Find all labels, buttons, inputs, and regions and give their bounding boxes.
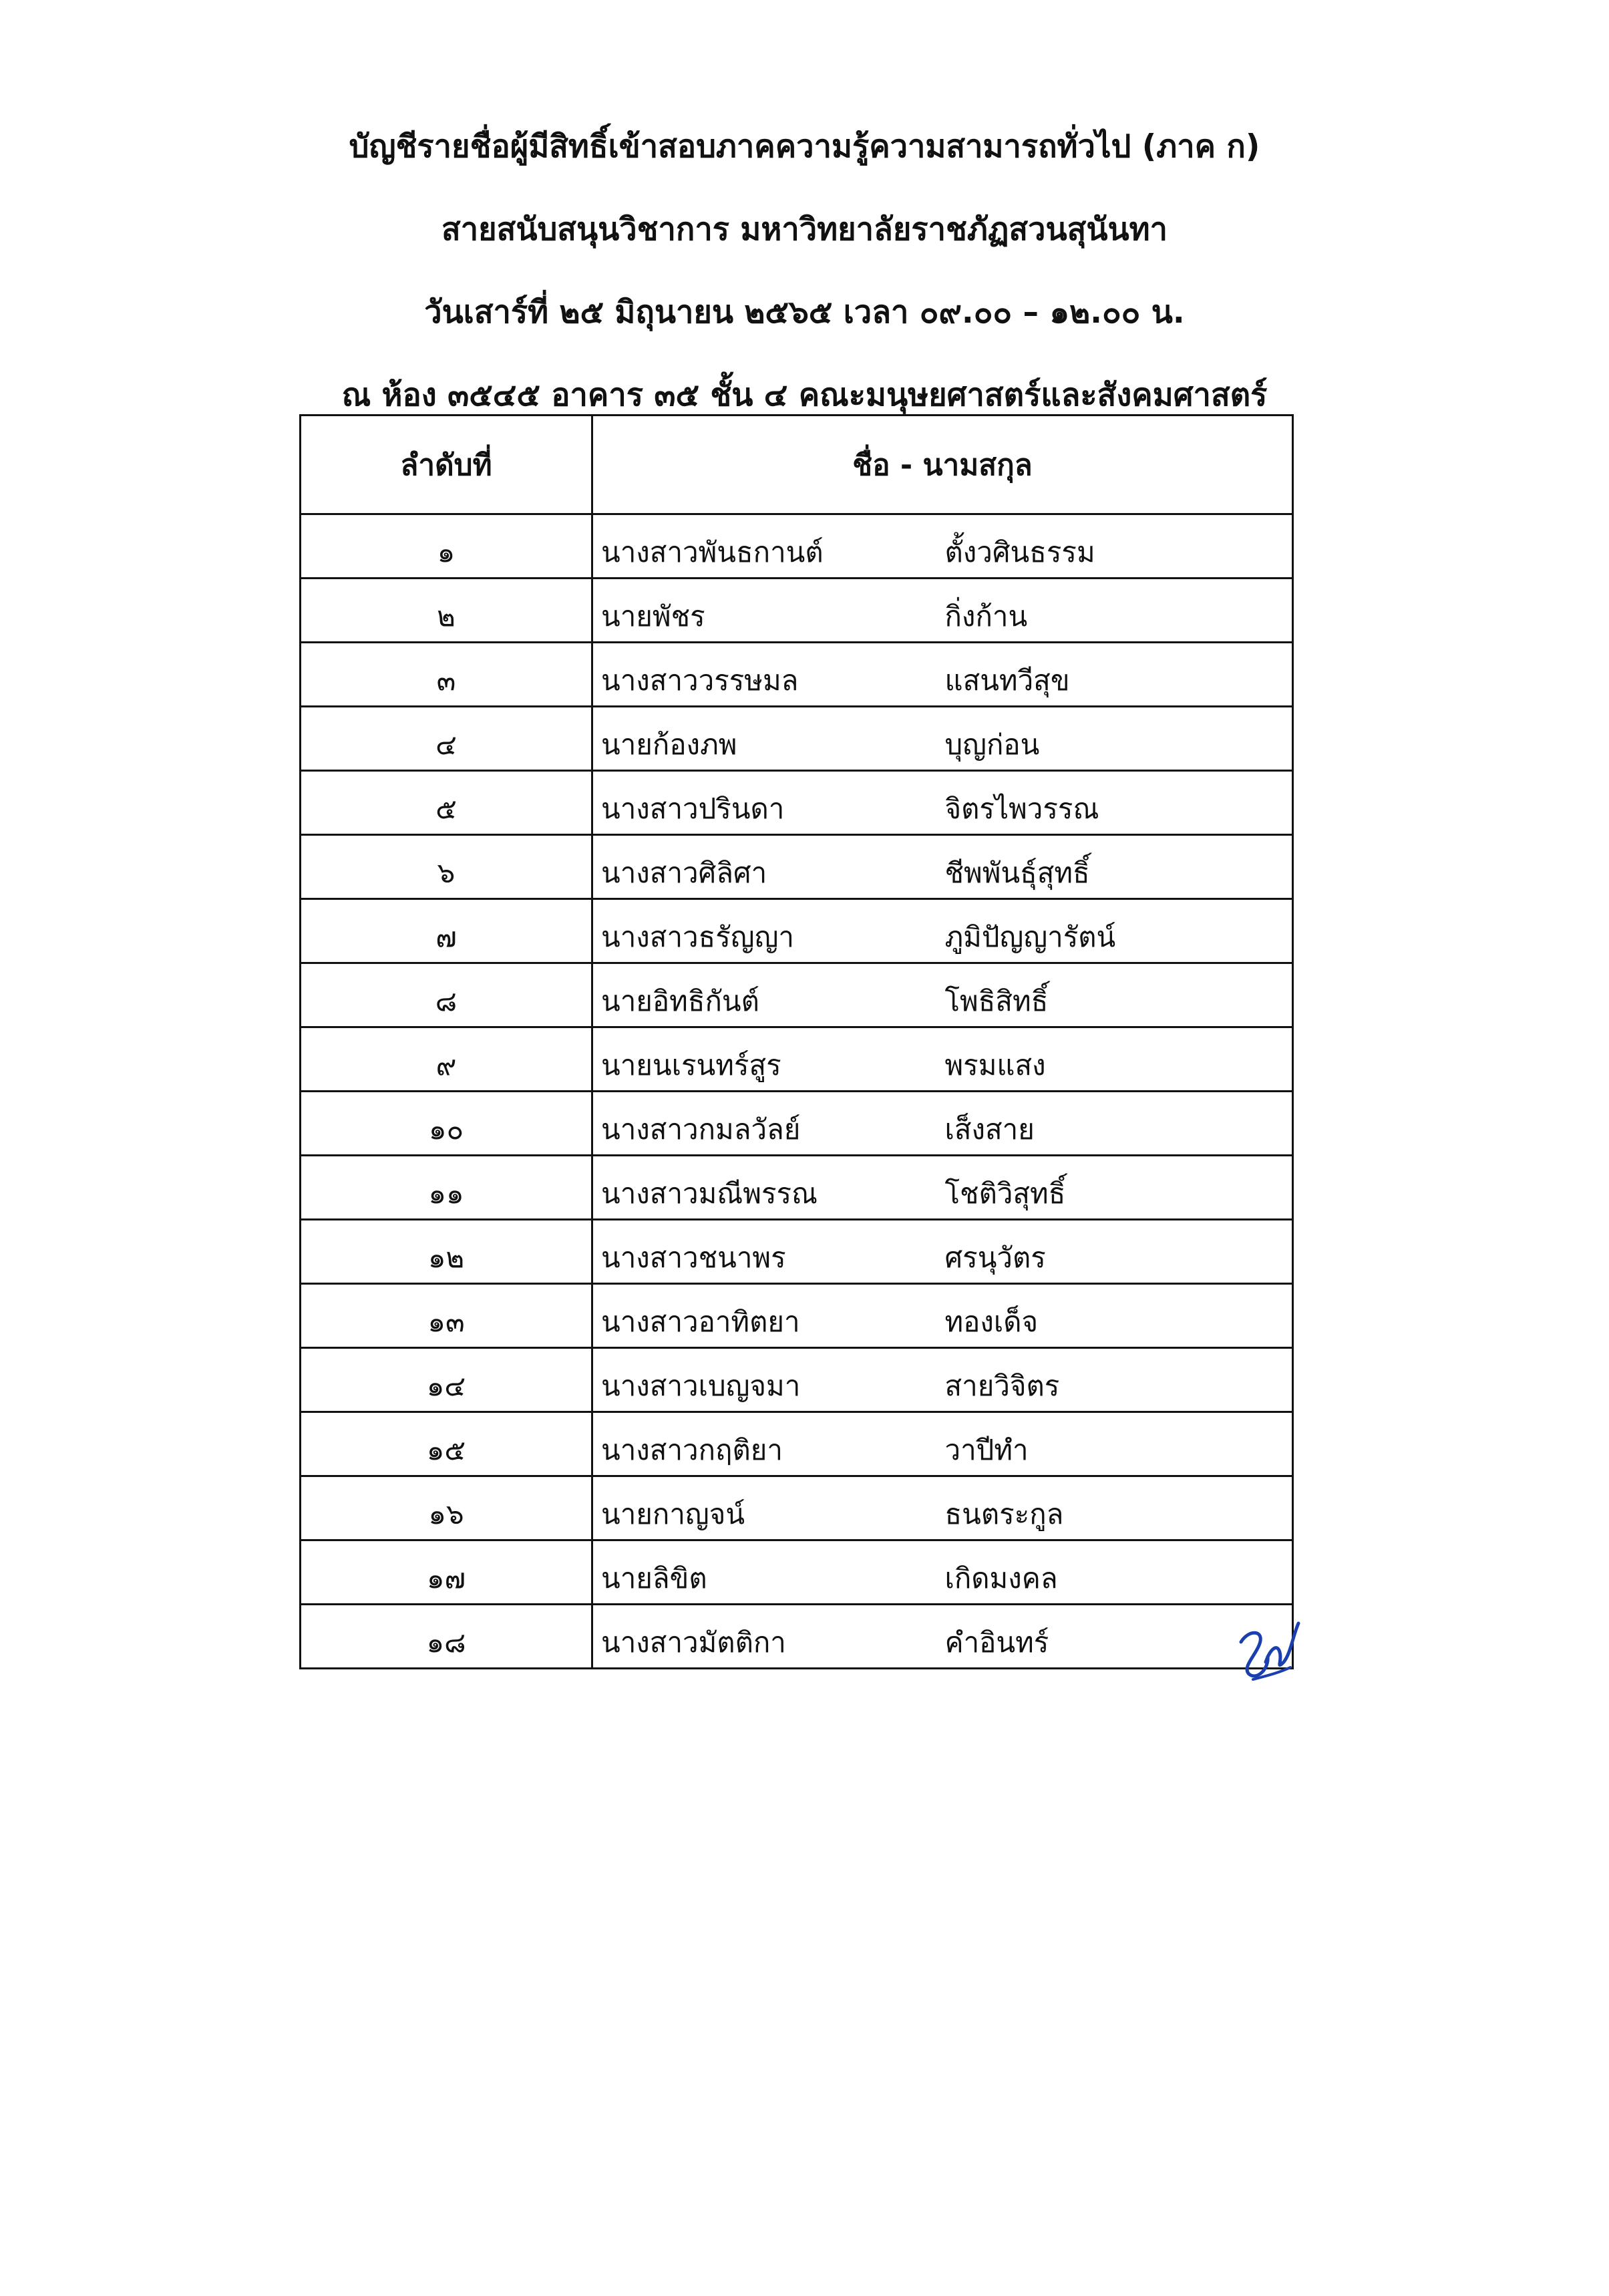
first-name-cell [592, 1027, 945, 1092]
surname-cell [945, 1220, 1293, 1284]
table-header-row [301, 416, 1293, 514]
first-name-cell [592, 1476, 945, 1540]
table-row [301, 1220, 1293, 1284]
row-number-cell [301, 1027, 592, 1092]
row-number: ๑๑ [428, 1177, 464, 1210]
first-name-cell [592, 1156, 945, 1220]
table-row [301, 1156, 1293, 1220]
table-row [301, 1605, 1293, 1669]
table-row [301, 899, 1293, 963]
first-name-cell [592, 1220, 945, 1284]
surname: วาปีทำ [944, 1434, 1029, 1466]
row-number-cell [301, 835, 592, 899]
row-number: ๑๓ [427, 1305, 465, 1338]
first-name-cell [592, 1348, 945, 1412]
first-name-cell [592, 579, 945, 643]
surname: ชีพพันธุ์สุทธิ์ [944, 856, 1090, 889]
first-name: นางสาวกมลวัลย์ [601, 1113, 801, 1146]
surname-cell [945, 1540, 1293, 1605]
surname-cell [945, 835, 1293, 899]
first-name-cell [592, 1412, 945, 1476]
first-name: นายลิขิต [601, 1562, 707, 1595]
row-number: ๑๘ [426, 1626, 466, 1659]
document-header [0, 127, 1609, 458]
first-name: นางสาวมัตติกา [601, 1626, 786, 1659]
document-subtitle-organization: สายสนับสนุนวิชาการ มหาวิทยาลัยราชภัฏสวนสุนันทา [441, 211, 1168, 248]
row-number: ๑๔ [426, 1369, 466, 1402]
surname-cell [945, 963, 1293, 1027]
signature-mark [1229, 1615, 1309, 1689]
surname: ธนตระกูล [944, 1498, 1064, 1530]
row-number: ๑๗ [426, 1562, 466, 1595]
surname: จิตรไพวรรณ [944, 792, 1099, 825]
surname: กิ่งก้าน [944, 600, 1028, 633]
row-number: ๓ [436, 664, 456, 697]
first-name: นายพัชร [601, 600, 705, 633]
table-row [301, 1092, 1293, 1156]
row-number-cell [301, 1156, 592, 1220]
row-number-cell [301, 1284, 592, 1348]
row-number: ๑ [437, 536, 456, 568]
row-number-cell [301, 1220, 592, 1284]
table-row [301, 1476, 1293, 1540]
surname-cell [945, 1476, 1293, 1540]
first-name-cell [592, 835, 945, 899]
surname: เส็งสาย [944, 1113, 1035, 1146]
first-name: นางสาวเบญจมา [601, 1369, 801, 1402]
row-number-cell [301, 1412, 592, 1476]
row-number-cell [301, 1540, 592, 1605]
first-name-cell [592, 514, 945, 579]
surname-cell [945, 771, 1293, 835]
table-row [301, 707, 1293, 771]
surname: ภูมิปัญญารัตน์ [944, 921, 1116, 953]
first-name: นางสาวศิลิศา [601, 856, 767, 889]
first-name: นางสาววรรษมล [601, 664, 799, 697]
first-name: นางสาวธรัญญา [601, 921, 794, 953]
row-number-cell [301, 579, 592, 643]
table-row [301, 835, 1293, 899]
table-row [301, 1540, 1293, 1605]
candidate-table [299, 414, 1294, 1669]
candidate-table-container [299, 414, 1292, 1669]
table-body [301, 514, 1293, 1669]
row-number: ๑๕ [426, 1434, 466, 1466]
surname-cell [945, 1027, 1293, 1092]
surname: คำอินทร์ [944, 1626, 1049, 1659]
table-row [301, 963, 1293, 1027]
table-row [301, 1412, 1293, 1476]
first-name-cell [592, 1092, 945, 1156]
row-number: ๔ [435, 728, 457, 761]
surname: บุญก่อน [944, 728, 1040, 761]
table-row [301, 1348, 1293, 1412]
table-row [301, 1284, 1293, 1348]
row-number-cell [301, 963, 592, 1027]
document-subtitle-location: ณ ห้อง ๓๕๔๕ อาคาร ๓๕ ชั้น ๔ คณะมนุษยศาสตร์และสังคมศาสตร์ [341, 377, 1268, 414]
surname: โพธิสิทธิ์ [944, 985, 1049, 1017]
surname: เกิดมงคล [944, 1562, 1058, 1595]
row-number-cell [301, 1348, 592, 1412]
first-name: นายนเรนทร์สูร [601, 1049, 781, 1082]
surname: สายวิจิตร [944, 1369, 1060, 1402]
first-name-cell [592, 643, 945, 707]
first-name: นายก้องภพ [601, 728, 737, 761]
surname-cell [945, 514, 1293, 579]
table-row [301, 514, 1293, 579]
first-name: นางสาวพันธกานต์ [601, 536, 824, 568]
first-name-cell [592, 1284, 945, 1348]
row-number: ๑๒ [427, 1241, 465, 1274]
table-row [301, 579, 1293, 643]
row-number: ๑๖ [428, 1498, 464, 1530]
row-number: ๕ [435, 792, 457, 825]
first-name-cell [592, 963, 945, 1027]
row-number-cell [301, 771, 592, 835]
first-name: นางสาวมณีพรรณ [601, 1177, 818, 1210]
first-name: นางสาวอาทิตยา [601, 1305, 800, 1338]
document-title: บัญชีรายชื่อผู้มีสิทธิ์เข้าสอบภาคความรู้ความสามารถทั่วไป (ภาค ก) [349, 128, 1260, 165]
surname: ทองเด็จ [944, 1305, 1039, 1338]
row-number-cell [301, 707, 592, 771]
first-name: นายกาญจน์ [601, 1498, 745, 1530]
row-number: ๑๐ [428, 1113, 464, 1146]
surname-cell [945, 1284, 1293, 1348]
first-name: นายอิทธิกันต์ [601, 985, 759, 1017]
surname-cell [945, 899, 1293, 963]
document-subtitle-datetime: วันเสาร์ที่ ๒๕ มิถุนายน ๒๕๖๕ เวลา ๐๙.๐๐ – ๑๒.๐๐ น. [424, 294, 1185, 331]
column-header-name: ชื่อ - นามสกุล [592, 416, 1293, 514]
first-name-cell [592, 899, 945, 963]
row-number-cell [301, 899, 592, 963]
surname-cell [945, 1412, 1293, 1476]
row-number-cell [301, 1476, 592, 1540]
surname-cell [945, 707, 1293, 771]
surname-cell [945, 643, 1293, 707]
surname-cell [945, 579, 1293, 643]
first-name-cell [592, 707, 945, 771]
surname: ศรนุวัตร [944, 1241, 1046, 1274]
row-number-cell [301, 514, 592, 579]
first-name: นางสาวชนาพร [601, 1241, 786, 1274]
column-header-number: ลำดับที่ [301, 416, 592, 514]
surname: แสนทวีสุข [944, 664, 1070, 697]
row-number-cell [301, 1092, 592, 1156]
first-name-cell [592, 1540, 945, 1605]
row-number-cell [301, 1605, 592, 1669]
row-number-cell [301, 643, 592, 707]
surname: ตั้งวศินธรรม [944, 536, 1095, 568]
table-row [301, 643, 1293, 707]
first-name: นางสาวปรินดา [601, 792, 785, 825]
row-number: ๒ [437, 600, 456, 633]
row-number: ๘ [435, 985, 458, 1017]
surname-cell [945, 1092, 1293, 1156]
row-number: ๙ [435, 1049, 457, 1082]
surname-cell [945, 1156, 1293, 1220]
first-name-cell [592, 771, 945, 835]
table-row [301, 1027, 1293, 1092]
surname: โชติวิสุทธิ์ [944, 1177, 1066, 1210]
row-number: ๗ [435, 921, 457, 953]
row-number: ๖ [437, 856, 456, 889]
surname: พรมแสง [944, 1049, 1046, 1082]
first-name-cell [592, 1605, 945, 1669]
table-row [301, 771, 1293, 835]
surname-cell [945, 1348, 1293, 1412]
first-name: นางสาวกฤติยา [601, 1434, 783, 1466]
